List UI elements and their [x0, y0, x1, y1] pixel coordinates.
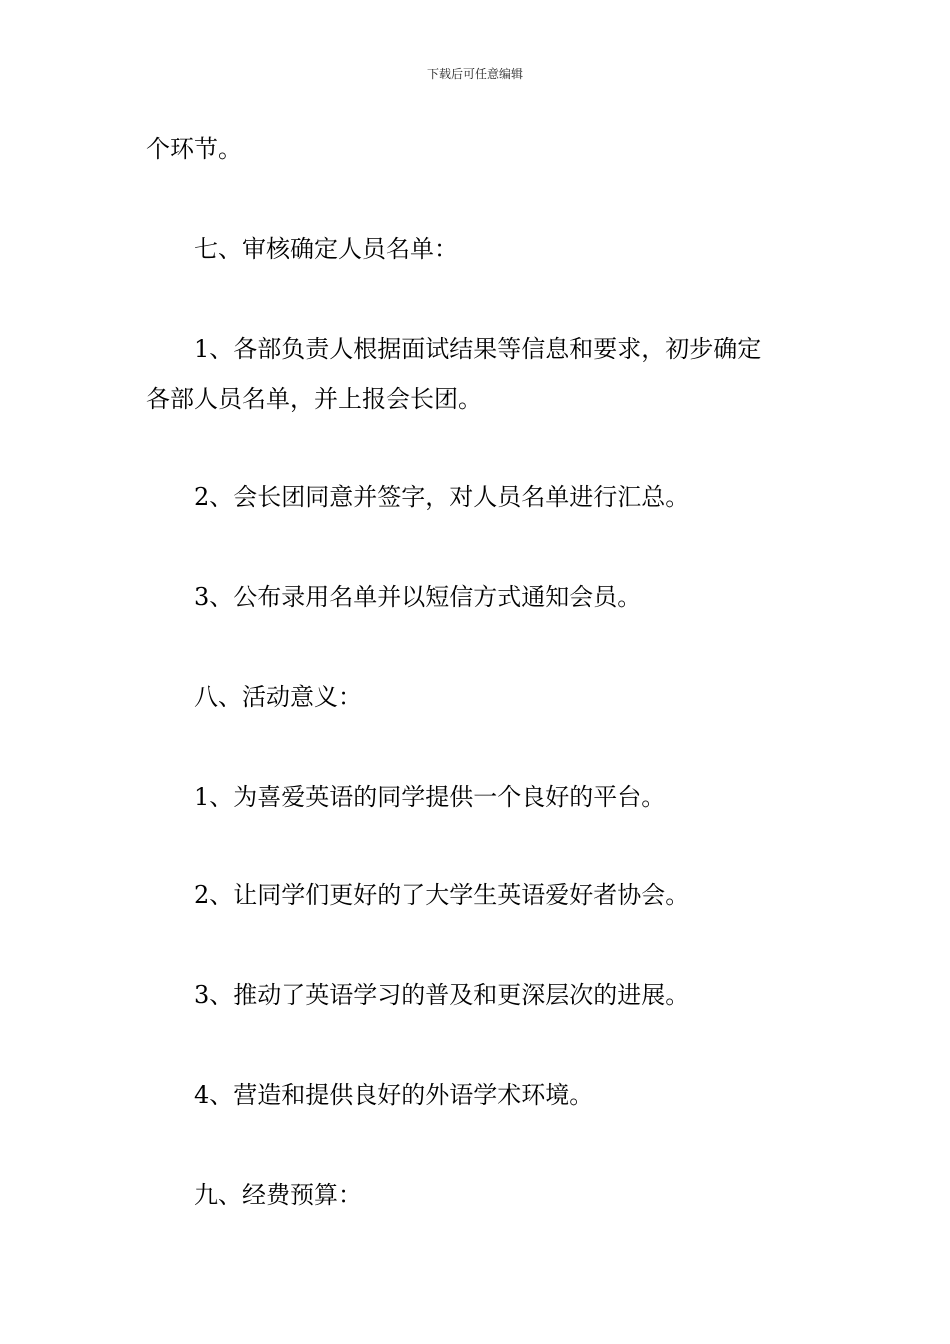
- list-item-8-3: 3、推动了英语学习的普及和更深层次的进展。: [194, 981, 690, 1009]
- list-item-8-2: 2、让同学们更好的了大学生英语爱好者协会。: [194, 881, 690, 909]
- list-item-7-1: 1、各部负责人根据面试结果等信息和要求，初步确定: [194, 335, 762, 363]
- section-heading-8: 八、活动意义：: [194, 683, 362, 711]
- section-heading-7: 七、审核确定人员名单：: [194, 235, 458, 263]
- paragraph-continuation: 个环节。: [146, 135, 242, 163]
- list-item-7-1-continuation: 各部人员名单，并上报会长团。: [146, 385, 482, 413]
- section-heading-9: 九、经费预算：: [194, 1181, 362, 1209]
- list-item-7-2: 2、会长团同意并签字，对人员名单进行汇总。: [194, 483, 690, 511]
- list-item-8-4: 4、营造和提供良好的外语学术环境。: [194, 1081, 594, 1109]
- list-item-7-3: 3、公布录用名单并以短信方式通知会员。: [194, 583, 642, 611]
- list-item-8-1: 1、为喜爱英语的同学提供一个良好的平台。: [194, 783, 666, 811]
- page-header: 下载后可任意编辑: [426, 67, 523, 81]
